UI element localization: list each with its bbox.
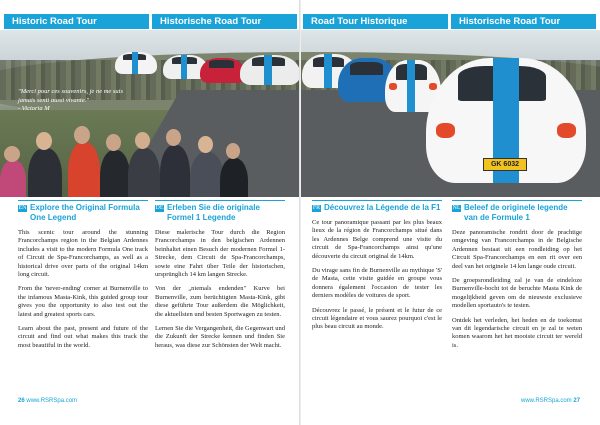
footer-right [521,398,580,404]
car-4 [240,55,300,85]
column-de [155,200,285,356]
column-en-title: Explore the Original Formula One Legend [30,203,140,222]
column-nl-paragraph-3: Ontdek het verleden, het heden en de toekomst van dit legendarische circuit en je zal te weten komen waarom het het mooiste circuit ter wereld is. [452,316,582,349]
person-3 [68,142,100,197]
person-4 [100,150,130,197]
column-nl-body [452,229,582,350]
column-fr-paragraph-3: Découvrez le passé, le présent et le futur de ce circuit légendaire et vous saurez pourquoi c'est le plus beau circuit au monde. [312,306,442,331]
person-5 [128,148,160,197]
car-3 [200,58,245,83]
flag-de-icon: DE [155,205,164,211]
column-en-body [18,229,148,350]
flag-nl-icon: NL [452,205,461,211]
column-fr-title: Découvrez la Légende de la F1 [324,203,441,212]
column-fr-paragraph-2: Du virage sans fin de Burnenville au mythique 'S' de Masta, cette visite guidée en groupe vous donnera également l'occasion de tester les derniers modèles de voitures de sport. [312,267,442,300]
footer-url-left[interactable]: www.RSRSpa.com [26,398,78,404]
license-plate: GK 6032 [483,158,527,171]
person-1 [0,160,26,197]
column-nl-paragraph-2: De groepsrondleiding zal je van de eindeloze Burnenville-bocht tot de beruchte Masta Kink de mogelijkheid geven om de nieuwste exclusieve modellen sportauto's te testen. [452,277,582,310]
quote-author: - Victoria M [18,105,50,112]
column-fr-body [312,219,442,332]
car-1 [115,52,157,74]
column-nl-paragraph-1: Deze panoramische rondrit door de prachtige omgeving van Francorchamps in de Belgische Ardennen bestaat uit een rondleiding op het Circuit Spa-Francorchamps en een rit over een deel van het originele 14 km lange oude circuit. [452,229,582,270]
quote-line-2: jamais senti aussi vivante." [18,96,89,104]
column-de-heading [155,200,285,223]
page-spine [299,0,301,425]
person-6 [160,145,190,197]
column-nl-heading [452,200,582,223]
person-2 [28,148,62,197]
header-tab-de: Historische Road Tour [152,14,297,29]
header-tab-en: Historic Road Tour [4,14,149,29]
column-de-paragraph-1: Diese malerische Tour durch die Region Francorchamps in den belgischen Ardennen beinhaltet einen Besuch der modernen Formel 1-Strecke, dem Circuit de Spa-Francorchamps, sowie eine Fahrt über Teile der historischen, ursprünglich 14 km langen Strecke. [155,229,285,279]
footer-left [18,398,77,404]
page-number-right: 27 [573,398,581,404]
column-en-paragraph-2: From the 'never-ending' corner at Burnenville to the infamous Masta-Kink, this guided group tour gives you the opportunity to also test out the latest and greatest sports cars. [18,285,148,318]
header-tab-fr: Road Tour Historique [303,14,448,29]
column-fr-paragraph-1: Ce tour panoramique passant par les plus beaux lieux de la région de Francorchamps situé dans les Ardennes Belge comprend une visite du circuit de Spa-Francorchamps ainsi qu'une découverte du circuit original de 14km. [312,219,442,260]
column-en-paragraph-3: Learn about the past, present and future of the circuit and find out what makes this track the most beautiful in the world. [18,325,148,349]
column-en-paragraph-1: This scenic tour around the stunning Francorchamps region in the Belgian Ardennes includes a visit to the modern Formula One track of Circuit de Spa-Francorchamps, as well as a historical drive over parts of the original 14km long circuit. [18,229,148,279]
column-fr [312,200,442,338]
quote-line-1: "Merci pour ces souvenirs, je ne me suis [18,88,124,95]
column-en-heading [18,200,148,223]
column-de-title: Erleben Sie die originale Formel 1 Legende [167,203,260,222]
page-number-left: 26 [18,398,25,404]
photo-quote [18,88,168,114]
flag-fr-icon: FR [312,205,321,211]
footer-url-right[interactable]: www.RSRSpa.com [521,398,572,404]
person-7 [190,152,224,197]
column-fr-heading [312,200,442,213]
column-de-paragraph-3: Lernen Sie die Vergangenheit, die Gegenwart und die Zukunft der Strecke kennen und finden Sie heraus, was diese zur Schönsten der Welt macht. [155,325,285,349]
column-nl [452,200,582,356]
column-de-body [155,229,285,350]
column-nl-title: Beleef de originele legende van de Formule 1 [464,203,568,222]
column-de-paragraph-2: Von der „niemals endenden" Kurve bei Burnenville, zum berüchtigten Masta-Kink, gibt diese geführte Tour außerdem die Möglichkeit, die aktuellsten und besten Sportwagen zu testen. [155,285,285,318]
column-en [18,200,148,356]
header-tab-nl: Historische Road Tour [451,14,596,29]
flag-en-icon: EN [18,205,27,211]
person-8 [220,158,248,197]
